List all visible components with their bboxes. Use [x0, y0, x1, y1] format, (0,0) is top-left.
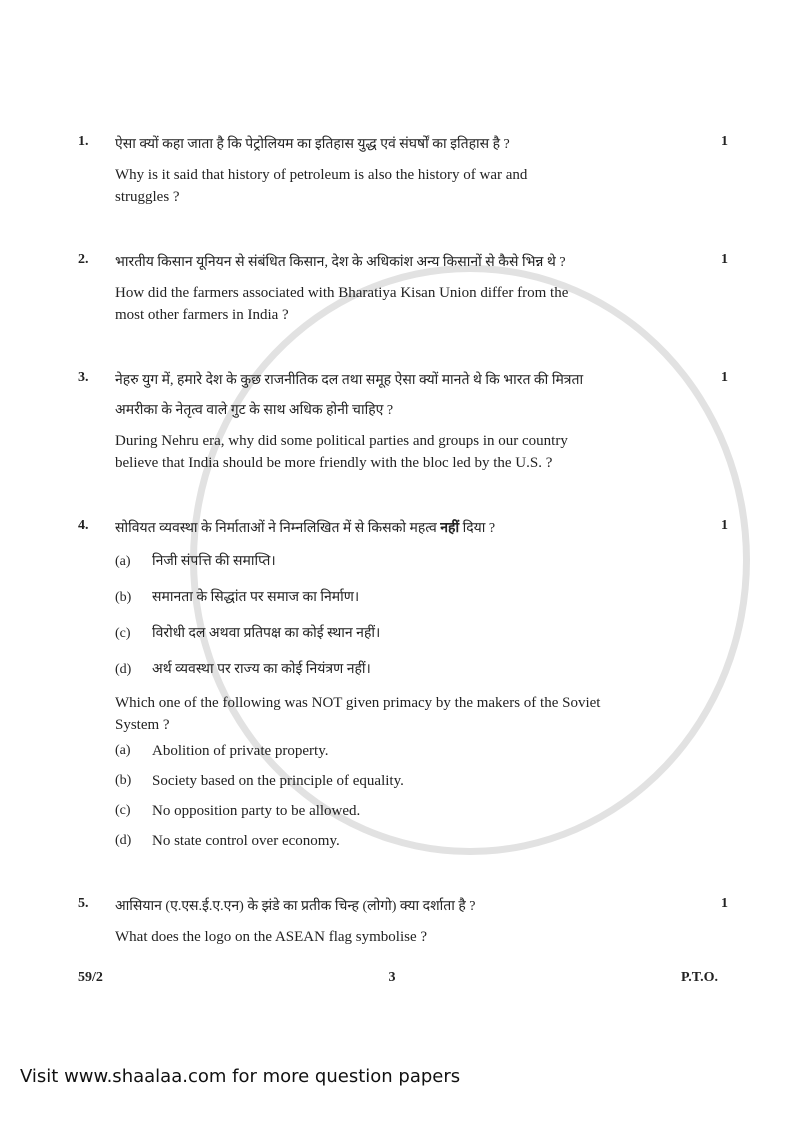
hindi-option: [115, 616, 695, 652]
question-4: [78, 514, 728, 856]
option-label: (d): [115, 833, 132, 848]
question-english-line: How did the farmers associated with Bharatiya Kisan Union differ from the: [115, 285, 569, 301]
question-hindi: [115, 366, 695, 426]
hindi-option: [115, 544, 695, 580]
page-footer: [78, 970, 718, 986]
question-marks: 1: [721, 518, 728, 533]
question-hindi-line: अमरीका के नेतृत्व वाले गुट के साथ अधिक होनी चाहिए ?: [115, 403, 394, 418]
option-text: Society based on the principle of equality.: [152, 773, 404, 789]
question-body: [115, 892, 695, 948]
question-1: [78, 130, 728, 208]
option-text: समानता के सिद्धांत पर समाज का निर्माण।: [152, 590, 360, 605]
option-text: Abolition of private property.: [152, 743, 329, 759]
question-number: 4.: [78, 518, 89, 533]
question-body: [115, 130, 695, 208]
question-marks: 1: [721, 896, 728, 911]
option-label: (b): [115, 590, 132, 605]
option-label: (c): [115, 803, 131, 818]
pto-label: P.T.O.: [681, 970, 718, 985]
question-english-line: most other farmers in India ?: [115, 307, 289, 323]
question-page: [78, 130, 728, 986]
question-english-line: Why is it said that history of petroleum is also the history of war and: [115, 167, 528, 183]
option-label: (d): [115, 662, 132, 677]
question-english-line: struggles ?: [115, 189, 180, 205]
option-text: No opposition party to be allowed.: [152, 803, 361, 819]
option-text: निजी संपत्ति की समाप्ति।: [152, 554, 276, 569]
hindi-option: [115, 580, 695, 616]
option-label: (a): [115, 554, 131, 569]
option-text: No state control over economy.: [152, 833, 340, 849]
question-hindi: [115, 514, 695, 544]
question-hindi-text: सोवियत व्यवस्था के निर्माताओं ने निम्नलिखित में से किसको महत्व: [115, 521, 441, 536]
question-english-line: During Nehru era, why did some political parties and groups in our country: [115, 433, 568, 449]
question-hindi-emphasis: नहीं: [440, 521, 460, 536]
promo-banner[interactable]: Visit www.shaalaa.com for more question papers: [20, 1066, 461, 1087]
question-number: 1.: [78, 134, 89, 149]
question-english: [115, 692, 695, 736]
question-english-line: believe that India should be more friendly with the bloc led by the U.S. ?: [115, 455, 553, 471]
english-option: [115, 736, 695, 766]
question-hindi: ऐसा क्यों कहा जाता है कि पेट्रोलियम का इतिहास युद्ध एवं संघर्षों का इतिहास है ?: [115, 137, 510, 152]
option-label: (c): [115, 626, 131, 641]
question-english-line: Which one of the following was NOT given primacy by the makers of the Soviet: [115, 695, 601, 711]
question-2: [78, 248, 728, 326]
question-marks: 1: [721, 134, 728, 149]
option-text: विरोधी दल अथवा प्रतिपक्ष का कोई स्थान नहीं।: [152, 626, 381, 641]
paper-code: 59/2: [78, 970, 103, 985]
question-english: [115, 164, 695, 208]
question-english: [115, 430, 695, 474]
question-hindi-line: नेहरु युग में, हमारे देश के कुछ राजनीतिक दल तथा समूह ऐसा क्यों मानते थे कि भारत की मित्रता: [115, 373, 584, 388]
option-text: अर्थ व्यवस्था पर राज्य का कोई नियंत्रण नहीं।: [152, 662, 371, 677]
question-hindi-text: दिया ?: [459, 521, 496, 536]
english-option: [115, 766, 695, 796]
question-number: 3.: [78, 370, 89, 385]
question-hindi: भारतीय किसान यूनियन से संबंधित किसान, देश के अधिकांश अन्य किसानों से कैसे भिन्न थे ?: [115, 255, 566, 270]
question-body: [115, 514, 695, 856]
english-option: [115, 826, 695, 856]
question-hindi: आसियान (ए.एस.ई.ए.एन) के झंडे का प्रतीक चिन्ह (लोगो) क्या दर्शाता है ?: [115, 899, 476, 914]
option-label: (b): [115, 773, 132, 788]
question-english: [115, 282, 695, 326]
question-marks: 1: [721, 370, 728, 385]
hindi-option: [115, 652, 695, 688]
page-number: 3: [388, 970, 396, 985]
question-body: [115, 248, 695, 326]
question-body: [115, 366, 695, 474]
option-label: (a): [115, 743, 131, 758]
question-marks: 1: [721, 252, 728, 267]
question-number: 2.: [78, 252, 89, 267]
question-3: [78, 366, 728, 474]
english-option: [115, 796, 695, 826]
question-number: 5.: [78, 896, 89, 911]
question-english-line: System ?: [115, 717, 170, 733]
question-5: [78, 892, 728, 948]
question-english: What does the logo on the ASEAN flag symbolise ?: [115, 929, 428, 945]
